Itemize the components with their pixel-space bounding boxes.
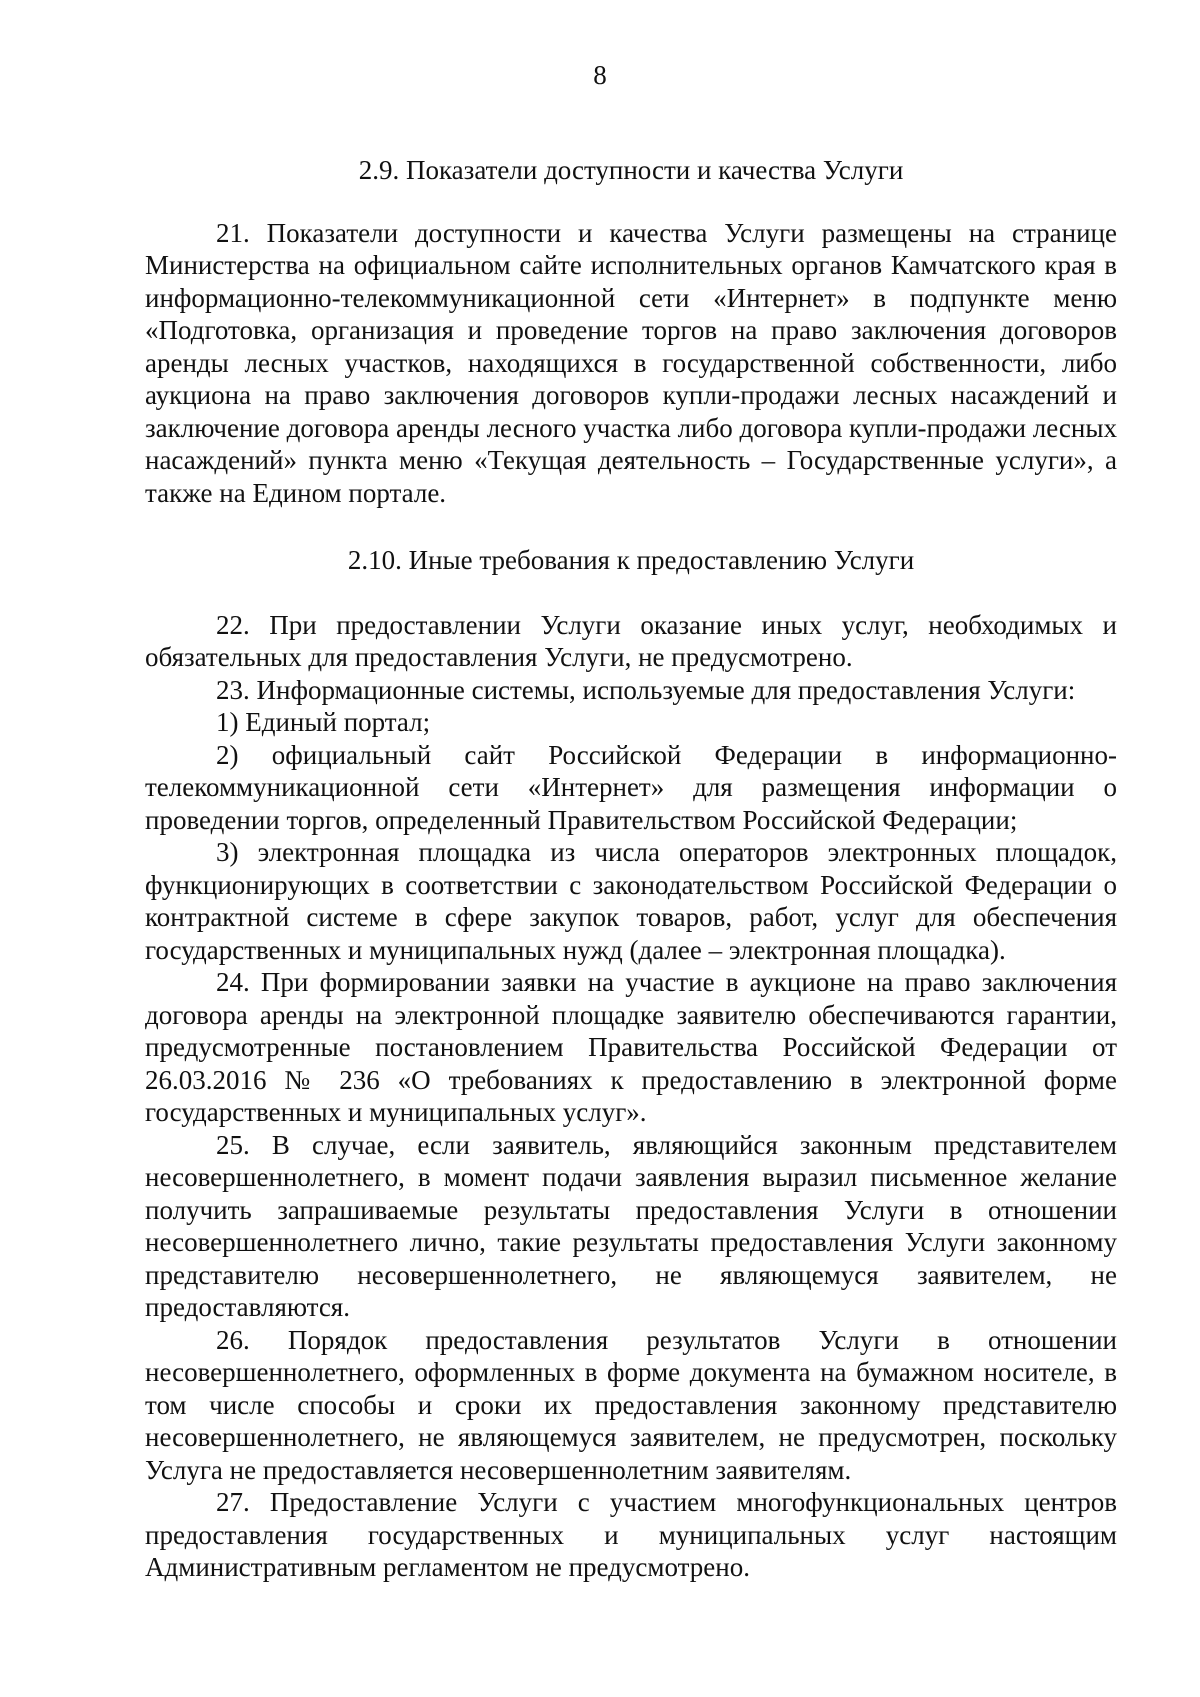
paragraph-26: 26. Порядок предоставления результатов Услуги в отношении несовершеннолетнего, оформленных в форме документа на бумажном носителе, в том числе способы и сроки их предоставления законному представителю несовершеннолетнего, не являющемуся заявителем, не предусмотрен, поскольку Услуга не предоставляется несовершеннолетним заявителям. bbox=[145, 1324, 1117, 1485]
paragraph-21: 21. Показатели доступности и качества Услуги размещены на странице Министерства на официальном сайте исполнительных органов Камчатского края в информационно-телекоммуникационной сети «Интернет» в подпункте меню «Подготовка, организация и проведение торгов на право заключения договоров аренды лесных участков, находящихся в государственной собственности, либо аукциона на право заключения договоров купли-продажи лесных насаждений и заключение договора аренды лесного участка либо договора купли-продажи лесных насаждений» пункта меню «Текущая деятельность – Государственные услуги», а также на Едином портале. bbox=[145, 217, 1117, 508]
paragraph-22: 22. При предоставлении Услуги оказание иных услуг, необходимых и обязательных для предоставления Услуги, не предусмотрено. bbox=[145, 609, 1117, 672]
section-heading-2-10: 2.10. Иные требования к предоставлению Услуги bbox=[347, 545, 915, 575]
page-number: 8 bbox=[593, 60, 607, 90]
document-body bbox=[145, 154, 1117, 1584]
paragraph-23-item-3: 3) электронная площадка из числа операторов электронных площадок, функционирующих в соответствии с законодательством Российской Федерации о контрактной системе в сфере закупок товаров, работ, услуг для обеспечения государственных и муниципальных нужд (далее – электронная площадка). bbox=[145, 837, 1117, 965]
paragraph-25: 25. В случае, если заявитель, являющийся законным представителем несовершеннолетнего, в момент подачи заявления выразил письменное желание получить запрашиваемые результаты предоставления Услуги в отношении несовершеннолетнего лично, такие результаты предоставления Услуги законному представителю несовершеннолетнего, не являющемуся заявителем, не предоставляются. bbox=[145, 1129, 1117, 1322]
paragraph-23-item-2: 2) официальный сайт Российской Федерации в информационно-телекоммуникационной сети «Интернет» для размещения информации о проведении торгов, определенный Правительством Российской Федерации; bbox=[145, 739, 1117, 835]
paragraph-24: 24. При формировании заявки на участие в аукционе на право заключения договора аренды на электронной площадке заявителю обеспечиваются гарантии, предусмотренные постановлением Правительства Российской Федерации от 26.03.2016 № 236 «О требованиях к предоставлению в электронной форме государственных и муниципальных услуг». bbox=[145, 967, 1117, 1127]
paragraph-27: 27. Предоставление Услуги с участием многофункциональных центров предоставления государственных и муниципальных услуг настоящим Административным регламентом не предусмотрено. bbox=[145, 1487, 1117, 1582]
section-heading-2-9: 2.9. Показатели доступности и качества Услуги bbox=[358, 155, 904, 185]
paragraph-23-item-1: 1) Единый портал; bbox=[216, 707, 431, 737]
paragraph-23: 23. Информационные системы, используемые для предоставления Услуги: bbox=[216, 674, 1076, 705]
